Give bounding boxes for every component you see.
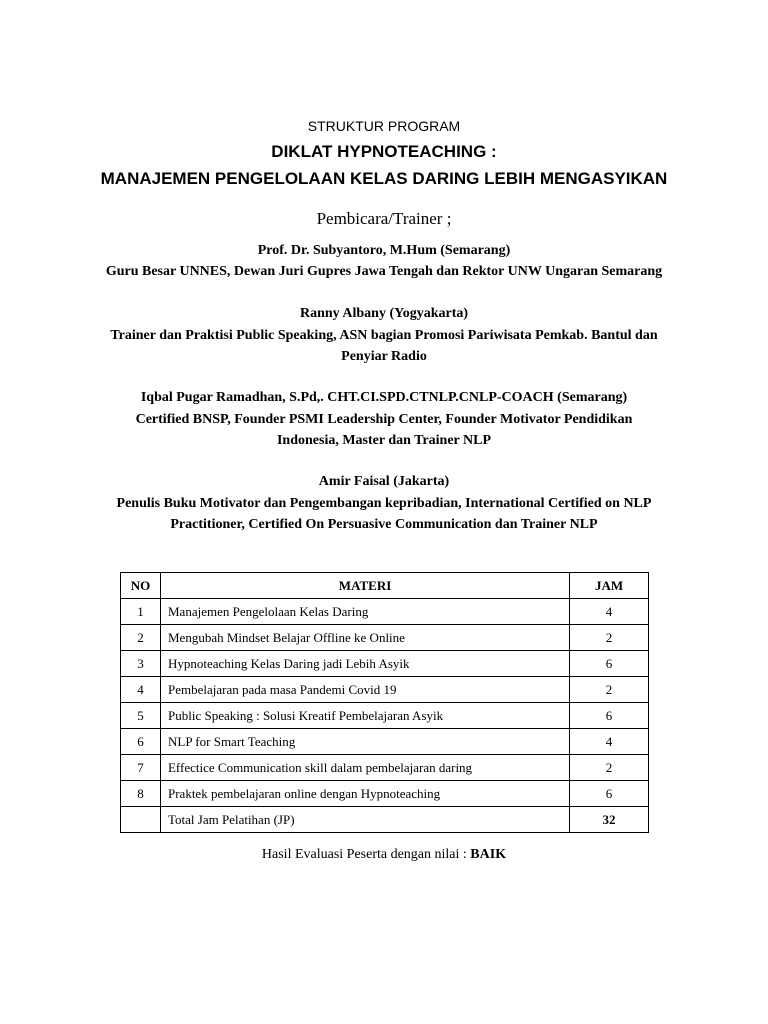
evaluation-value: BAIK <box>470 847 507 862</box>
program-subtitle: STRUKTUR PROGRAM <box>307 118 461 134</box>
table-row <box>121 781 649 807</box>
row-no: 6 <box>121 729 161 755</box>
speaker-description: Guru Besar UNNES, Dewan Juri Gupres Jawa Tengah dan Rektor UNW Ungaran Semarang <box>105 264 663 279</box>
speaker-description: Practitioner, Certified On Persuasive Communication dan Trainer NLP <box>170 517 598 532</box>
total-label: Total Jam Pelatihan (JP) <box>160 807 569 833</box>
row-no: 8 <box>121 781 161 807</box>
speaker-name: Prof. Dr. Subyantoro, M.Hum (Semarang) <box>257 243 511 258</box>
materi-table <box>120 572 649 833</box>
row-jam: 6 <box>570 703 649 729</box>
row-materi: Effectice Communication skill dalam pembelajaran daring <box>160 755 569 781</box>
row-no: 3 <box>121 651 161 677</box>
row-materi: NLP for Smart Teaching <box>160 729 569 755</box>
speaker-description: Trainer dan Praktisi Public Speaking, ASN bagian Promosi Pariwisata Pemkab. Bantul dan <box>110 328 658 343</box>
row-materi: Pembelajaran pada masa Pandemi Covid 19 <box>160 677 569 703</box>
speaker-description: Penyiar Radio <box>341 349 427 364</box>
row-no: 1 <box>121 599 161 625</box>
table-row <box>121 729 649 755</box>
table-row <box>121 599 649 625</box>
table-row <box>121 703 649 729</box>
speakers-heading: Pembicara/Trainer ; <box>316 209 452 228</box>
row-jam: 4 <box>570 599 649 625</box>
column-header-no: NO <box>121 573 161 599</box>
table-total-row <box>121 807 649 833</box>
row-jam: 2 <box>570 677 649 703</box>
title-line-2: MANAJEMEN PENGELOLAAN KELAS DARING LEBIH MENGASYIKAN <box>100 169 668 188</box>
table-row <box>121 625 649 651</box>
evaluation-label: Hasil Evaluasi Peserta dengan nilai : <box>261 847 471 862</box>
column-header-materi: MATERI <box>160 573 569 599</box>
table-header-row <box>121 573 649 599</box>
row-materi: Hypnoteaching Kelas Daring jadi Lebih Asyik <box>160 651 569 677</box>
total-value: 32 <box>570 807 649 833</box>
column-header-jam: JAM <box>570 573 649 599</box>
speaker-name: Iqbal Pugar Ramadhan, S.Pd,. CHT.CI.SPD.CTNLP.CNLP-COACH (Semarang) <box>140 390 628 405</box>
row-no: 5 <box>121 703 161 729</box>
row-materi: Mengubah Mindset Belajar Offline ke Online <box>160 625 569 651</box>
table-row <box>121 755 649 781</box>
row-jam: 4 <box>570 729 649 755</box>
total-no-cell <box>121 807 161 833</box>
speaker-description: Certified BNSP, Founder PSMI Leadership Center, Founder Motivator Pendidikan <box>135 412 633 427</box>
row-jam: 6 <box>570 781 649 807</box>
row-no: 2 <box>121 625 161 651</box>
row-jam: 2 <box>570 625 649 651</box>
speaker-name: Ranny Albany (Yogyakarta) <box>299 306 469 321</box>
speaker-description: Indonesia, Master dan Trainer NLP <box>276 433 492 448</box>
table-row <box>121 677 649 703</box>
row-jam: 6 <box>570 651 649 677</box>
row-materi: Public Speaking : Solusi Kreatif Pembelajaran Asyik <box>160 703 569 729</box>
row-jam: 2 <box>570 755 649 781</box>
evaluation-line <box>40 847 728 863</box>
table-row <box>121 651 649 677</box>
speaker-name: Amir Faisal (Jakarta) <box>318 474 450 489</box>
title-line-1: DIKLAT HYPNOTEACHING : <box>271 142 497 161</box>
row-materi: Manajemen Pengelolaan Kelas Daring <box>160 599 569 625</box>
row-no: 4 <box>121 677 161 703</box>
speaker-description: Penulis Buku Motivator dan Pengembangan kepribadian, International Certified on NLP <box>116 496 652 511</box>
row-no: 7 <box>121 755 161 781</box>
row-materi: Praktek pembelajaran online dengan Hypnoteaching <box>160 781 569 807</box>
